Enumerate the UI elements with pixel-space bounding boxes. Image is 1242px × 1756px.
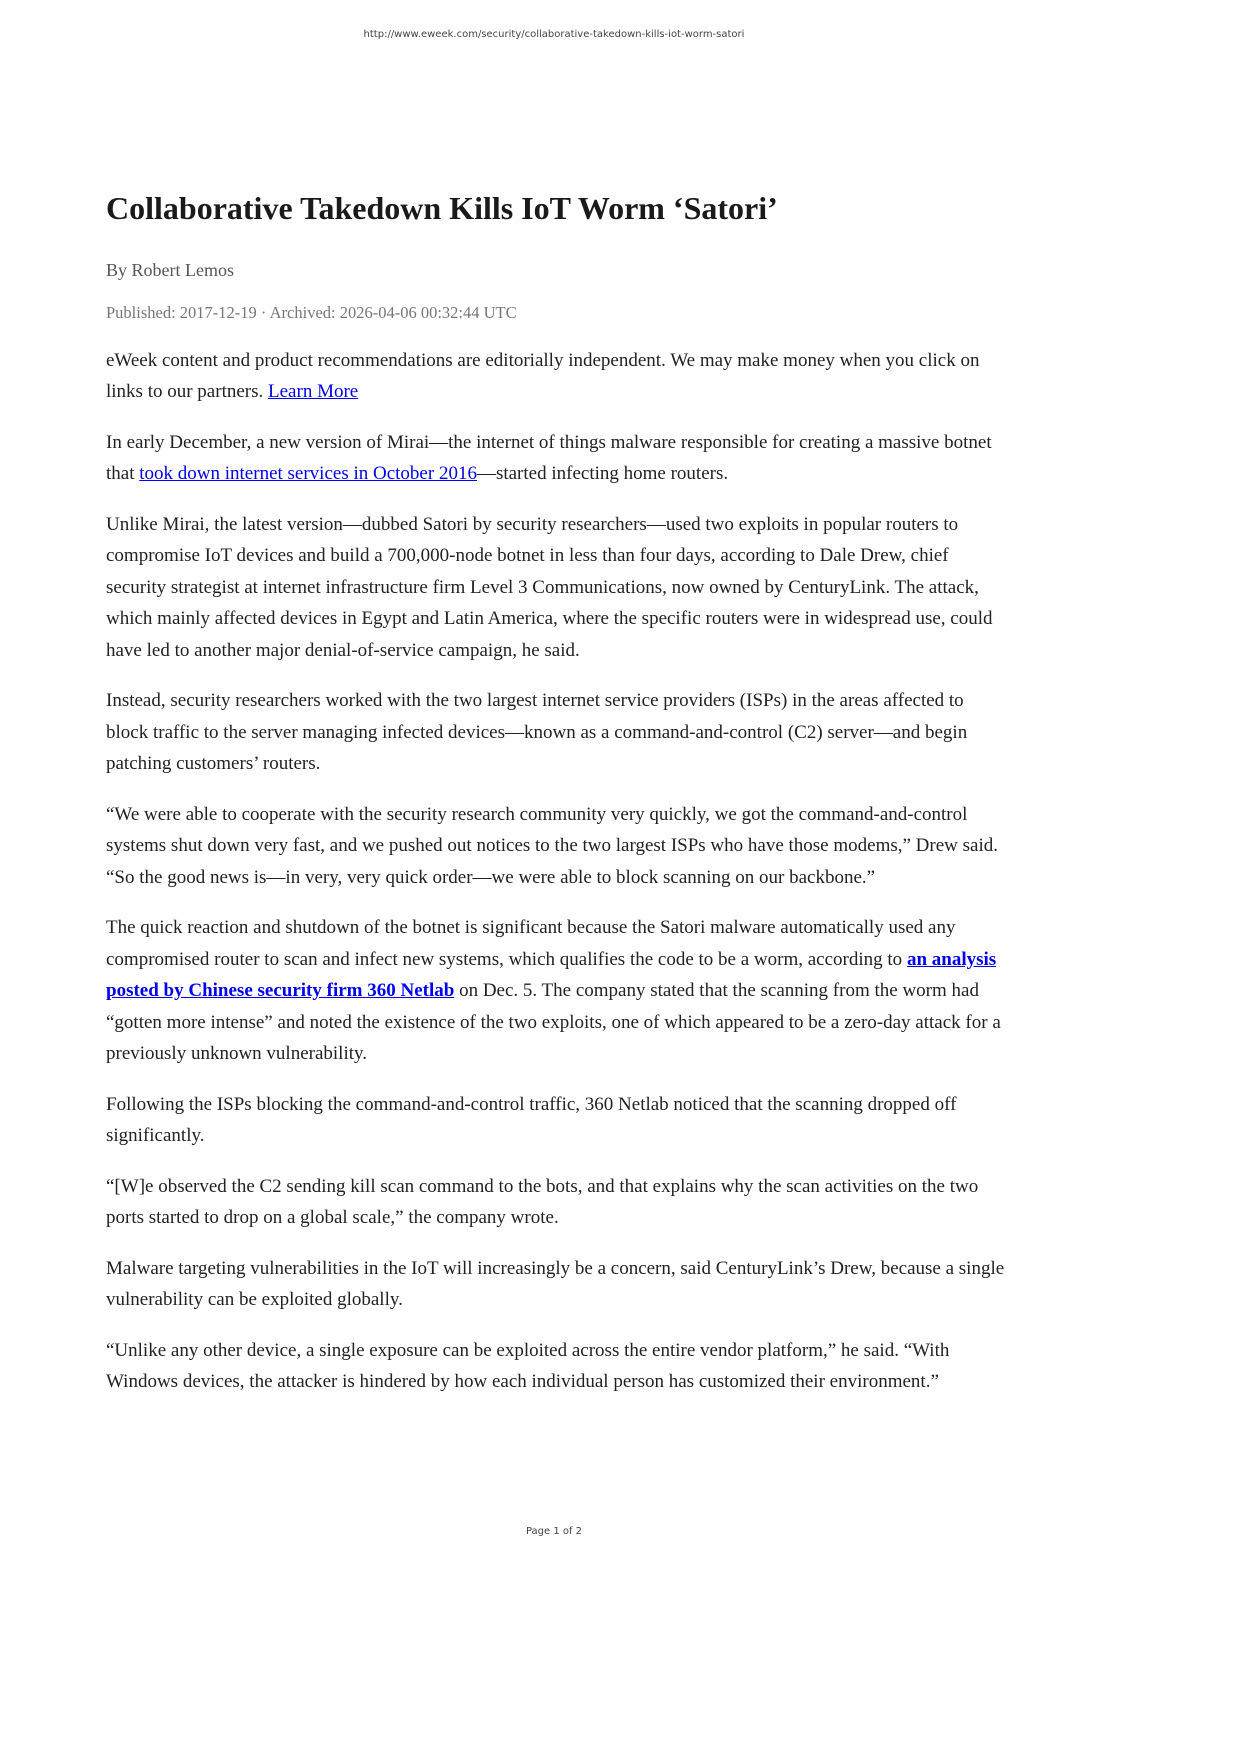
paragraph-2: Unlike Mirai, the latest version—dubbed Satori by security researchers—used two exploits in popular routers to compromise IoT devices and build a 700,000-node botnet in less than four days, according to Dale Drew, chief security strategist at internet infrastructure firm Level 3 Communications, now owned by CenturyLink. The attack, which mainly affected devices in Egypt and Latin America, where the specific routers were in widespread use, could have led to another major denial-of-service campaign, he said.: [106, 513, 993, 661]
netlab-analysis-link[interactable]: an analysis posted by Chinese security firm 360 Netlab: [106, 948, 997, 1002]
paragraph-5: [106, 912, 1006, 1070]
learn-more-link[interactable]: Learn More: [268, 381, 359, 403]
page-number: Page 1 of 2: [525, 1526, 583, 1537]
paragraph-8: Malware targeting vulnerabilities in the IoT will increasingly be a concern, said CenturyLink’s Drew, because a single vulnerability can be exploited globally.: [106, 1257, 1005, 1311]
disclaimer: [106, 345, 1006, 408]
page-url: http://www.eweek.com/security/collaborative-takedown-kills-iot-worm-satori: [363, 29, 745, 40]
byline: By Robert Lemos: [106, 259, 234, 280]
text: In early December, a new version of Mirai—the internet of things malware responsible for creating a massive botnet that: [106, 431, 992, 485]
text: —started infecting home routers.: [476, 463, 729, 485]
paragraph-7: “[W]e observed the C2 sending kill scan command to the bots, and that explains why the scan activities on the two ports started to drop on a global scale,” the company wrote.: [106, 1175, 979, 1229]
paragraph-1: [106, 427, 1006, 490]
paragraph-4: “We were able to cooperate with the security research community very quickly, we got the command-and-control systems shut down very fast, and we pushed out notices to the two largest ISPs who have those modems,” Drew said. “So the good news is—in very, very quick order—we were able to block scanning on our backbone.”: [106, 803, 998, 888]
paragraph-9: “Unlike any other device, a single exposure can be exploited across the entire vendor platform,” he said. “With Windows devices, the attacker is hindered by how each individual person has customized their environment.”: [106, 1339, 950, 1393]
publish-meta: Published: 2017-12-19 · Archived: 2026-04-06 00:32:44 UTC: [106, 302, 517, 322]
paragraph-3: Instead, security researchers worked with the two largest internet service providers (ISPs) in the areas affected to block traffic to the server managing infected devices—known as a command-and-control (C2) server—and begin patching customers’ routers.: [106, 690, 968, 775]
text: The quick reaction and shutdown of the botnet is significant because the Satori malware automatically used any compromised router to scan and infect new systems, which qualifies the code to be a worm, according to: [106, 917, 956, 970]
article-title: Collaborative Takedown Kills IoT Worm ‘Satori’: [106, 190, 778, 226]
text: on Dec. 5. The company stated that the scanning from the worm had “gotten more intense” and noted the existence of the two exploits, one of which appeared to be a zero-day attack for a previously unknown vulnerability.: [106, 980, 1001, 1065]
article: [106, 188, 1006, 1417]
disclaimer-text: eWeek content and product recommendations are editorially independent. We may make money when you click on links to our partners.: [106, 349, 980, 403]
paragraph-6: Following the ISPs blocking the command-and-control traffic, 360 Netlab noticed that the scanning dropped off significantly.: [106, 1093, 957, 1147]
october-2016-link[interactable]: took down internet services in October 2016: [139, 463, 477, 485]
